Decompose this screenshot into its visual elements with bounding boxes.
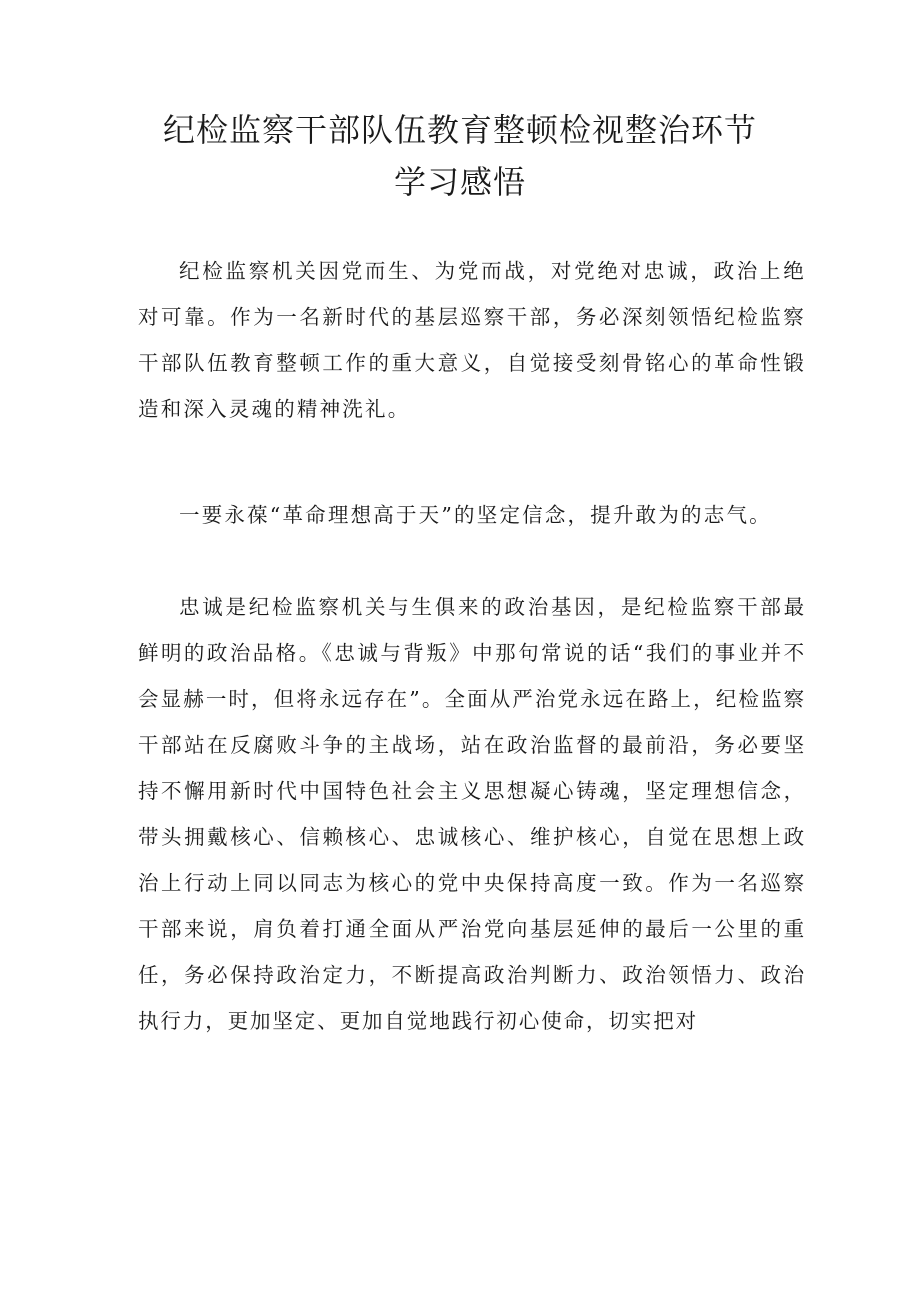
paragraph-loyalty-body: 忠诚是纪检监察机关与生俱来的政治基因，是纪检监察干部最鲜明的政治品格。《忠诚与背叛》中那句常说的话“我们的事业并不会显赫一时，但将永远存在”。全面从严治党永远在路上，纪检监察干部站在反腐败斗争的主战场，站在政治监督的最前沿，务必要坚持不懈用新时代中国特色社会主义思想凝心铸魂，坚定理想信念，带头拥戴核心、信赖核心、忠诚核心、维护核心，自觉在思想上政治上行动上同以同志为核心的党中央保持高度一致。作为一名巡察干部来说，肩负着打通全面从严治党向基层延伸的最后一公里的重任，务必保持政治定力，不断提高政治判断力、政治领悟力、政治执行力，更加坚定、更加自觉地践行初心使命，切实把对 <box>138 595 806 1033</box>
document-title-line-1: 纪检监察干部队伍教育整顿检视整治环节 <box>162 111 757 149</box>
document-title-line-2: 学习感悟 <box>393 163 526 201</box>
paragraph-intro: 纪检监察机关因党而生、为党而战，对党绝对忠诚，政治上绝对可靠。作为一名新时代的基层巡察干部，务必深刻领悟纪检监察干部队伍教育整顿工作的重大意义，自觉接受刻骨铭心的革命性锻造和深入灵魂的精神洗礼。 <box>138 259 806 421</box>
paragraph-point-one-heading: 一要永葆“革命理想高于天”的坚定信念，提升敢为的志气。 <box>179 503 772 527</box>
